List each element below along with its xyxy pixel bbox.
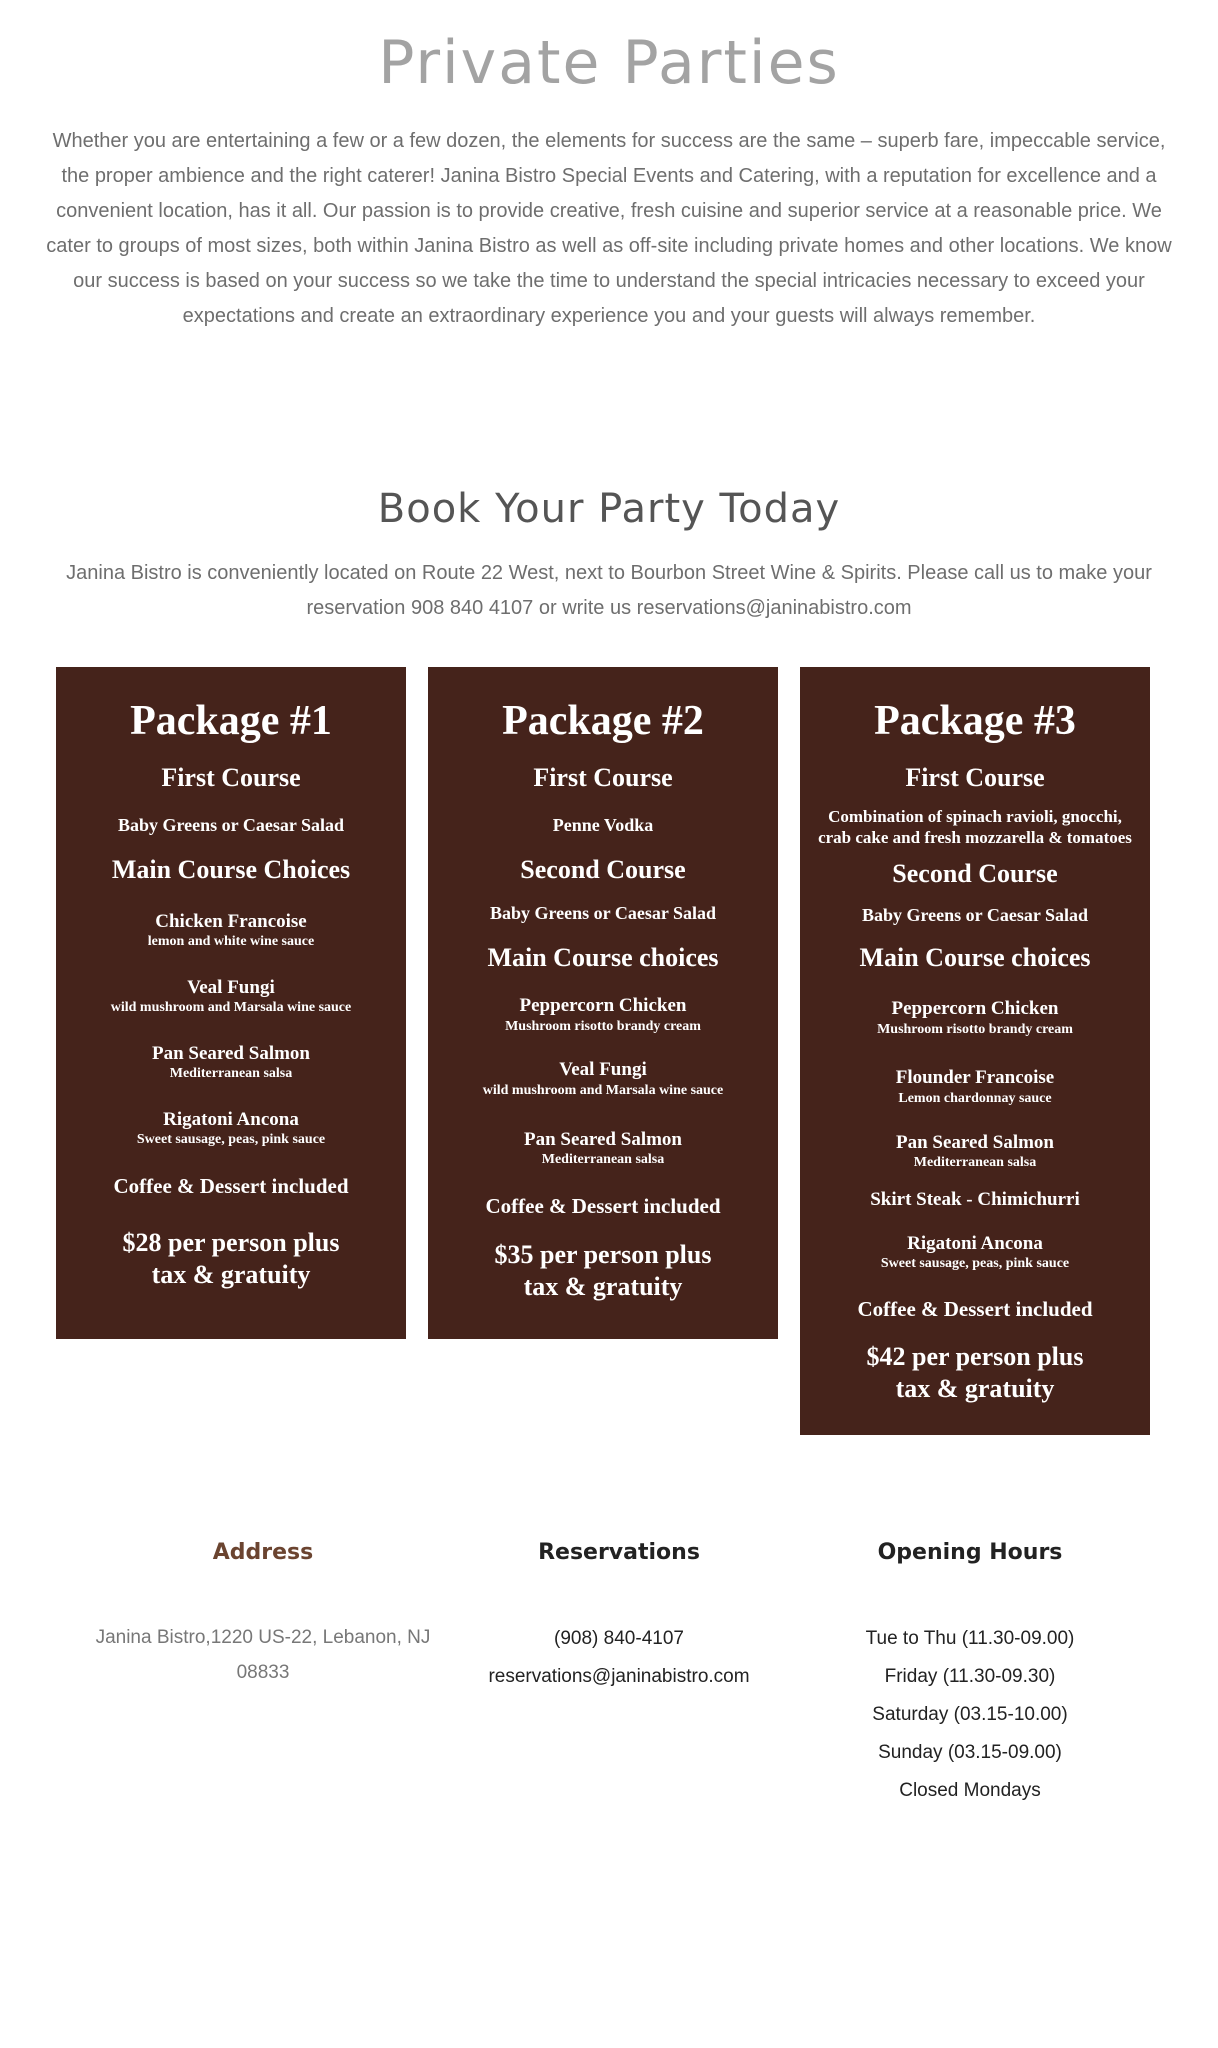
main-item-desc: Mediterranean salsa — [169, 1066, 293, 1081]
first-course-item: Baby Greens or Caesar Salad — [117, 815, 345, 835]
hours-line: Saturday (03.15-10.00) — [872, 1704, 1068, 1725]
dessert-included: Coffee & Dessert included — [113, 1174, 349, 1198]
main-item-name: Pan Seared Salmon — [151, 1043, 310, 1064]
package-1-card — [56, 667, 406, 1339]
hours-line: Friday (11.30-09.30) — [884, 1666, 1056, 1687]
first-course-heading: First Course — [161, 763, 301, 792]
address-heading: Address — [212, 1540, 314, 1565]
price-line-1: $28 per person plus — [122, 1228, 340, 1257]
opening-hours-heading: Opening Hours — [877, 1540, 1063, 1565]
private-parties-intro: Whether you are entertaining a few or a few dozen, the elements for success are the same – superb fare, impeccable service, the proper ambience and the right caterer! Janina Bistro Special Events and Catering, with a reputation for excellence and a convenient location, has it all. Our passion is to provide creative, fresh cuisine and superior service at a reasonable price. We cater to groups of most sizes, both within Janina Bistro as well as off-site including private homes and other locations. We know our success is based on your success so we take the time to understand the special intricacies necessary to exceed your expectations and create an extraordinary experience you and your guests will always remember. — [46, 130, 1172, 327]
main-course-heading: Main Course choices — [487, 943, 719, 972]
package-title: Package #1 — [130, 698, 332, 744]
package-2-card — [428, 667, 778, 1339]
dessert-included: Coffee & Dessert included — [857, 1297, 1093, 1321]
main-item-name: Rigatoni Ancona — [163, 1109, 299, 1130]
email-link[interactable]: reservations@janinabistro.com — [488, 1666, 750, 1687]
reservations-section — [439, 1540, 799, 1687]
dessert-included: Coffee & Dessert included — [485, 1194, 721, 1218]
main-item-desc: lemon and white wine sauce — [147, 934, 315, 949]
main-item-name: Rigatoni Ancona — [907, 1233, 1043, 1254]
package-title: Package #2 — [502, 698, 704, 744]
main-item-desc: Lemon chardonnay sauce — [898, 1091, 1052, 1106]
package-3-card — [800, 667, 1150, 1435]
main-item-desc: Sweet sausage, peas, pink sauce — [136, 1132, 326, 1147]
main-item-desc: Mushroom risotto brandy cream — [877, 1022, 1073, 1037]
phone-link[interactable]: (908) 840-4107 — [554, 1628, 684, 1649]
main-course-heading: Main Course choices — [859, 943, 1091, 972]
address-section — [83, 1540, 443, 1683]
price-line-2: tax & gratuity — [151, 1260, 311, 1289]
first-course-item-line-2: crab cake and fresh mozzarella & tomatoes — [818, 828, 1132, 847]
address-line-2: 08833 — [236, 1662, 290, 1683]
second-course-item: Baby Greens or Caesar Salad — [861, 905, 1089, 925]
hours-line: Closed Mondays — [899, 1780, 1041, 1801]
main-item-name: Flounder Francoise — [895, 1067, 1055, 1088]
second-course-heading: Second Course — [520, 855, 686, 884]
main-course-heading: Main Course Choices — [111, 855, 351, 884]
first-course-heading: First Course — [533, 763, 673, 792]
book-party-title: Book Your Party Today — [377, 486, 841, 532]
package-title: Package #3 — [874, 698, 1076, 744]
main-item-desc: Mediterranean salsa — [913, 1155, 1037, 1170]
main-item-name: Pan Seared Salmon — [895, 1132, 1054, 1153]
first-course-item-line-1: Combination of spinach ravioli, gnocchi, — [828, 807, 1122, 826]
first-course-item: Penne Vodka — [552, 815, 654, 835]
second-course-item: Baby Greens or Caesar Salad — [489, 903, 717, 923]
main-item-desc: Mushroom risotto brandy cream — [505, 1019, 701, 1034]
opening-hours-section — [790, 1540, 1150, 1801]
first-course-heading: First Course — [905, 763, 1045, 792]
private-parties-title: Private Parties — [378, 28, 840, 98]
price-line-1: $35 per person plus — [494, 1240, 712, 1269]
main-item-name: Veal Fungi — [187, 977, 275, 998]
main-item-name: Pan Seared Salmon — [523, 1129, 682, 1150]
main-item-name: Peppercorn Chicken — [891, 998, 1059, 1019]
second-course-heading: Second Course — [892, 859, 1058, 888]
hours-line: Sunday (03.15-09.00) — [878, 1742, 1062, 1763]
reservations-heading: Reservations — [538, 1540, 700, 1565]
price-line-1: $42 per person plus — [866, 1342, 1084, 1371]
price-line-2: tax & gratuity — [895, 1374, 1055, 1403]
address-line-1: Janina Bistro,1220 US-22, Lebanon, NJ — [95, 1627, 431, 1648]
hours-line: Tue to Thu (11.30-09.00) — [865, 1628, 1075, 1649]
main-item-desc: Sweet sausage, peas, pink sauce — [880, 1256, 1070, 1271]
main-item-name: Skirt Steak - Chimichurri — [870, 1189, 1080, 1210]
main-item-name: Veal Fungi — [559, 1059, 647, 1080]
main-item-desc: wild mushroom and Marsala wine sauce — [110, 1000, 352, 1015]
main-item-desc: Mediterranean salsa — [541, 1152, 665, 1167]
price-line-2: tax & gratuity — [523, 1272, 683, 1301]
main-item-desc: wild mushroom and Marsala wine sauce — [482, 1083, 724, 1098]
book-party-text: Janina Bistro is conveniently located on Route 22 West, next to Bourbon Street Wine & Spirits. Please call us to make your reservation 908 840 4107 or write us reservations@janinabistro.com — [66, 562, 1152, 619]
main-item-name: Peppercorn Chicken — [519, 995, 687, 1016]
main-item-name: Chicken Francoise — [155, 911, 307, 932]
